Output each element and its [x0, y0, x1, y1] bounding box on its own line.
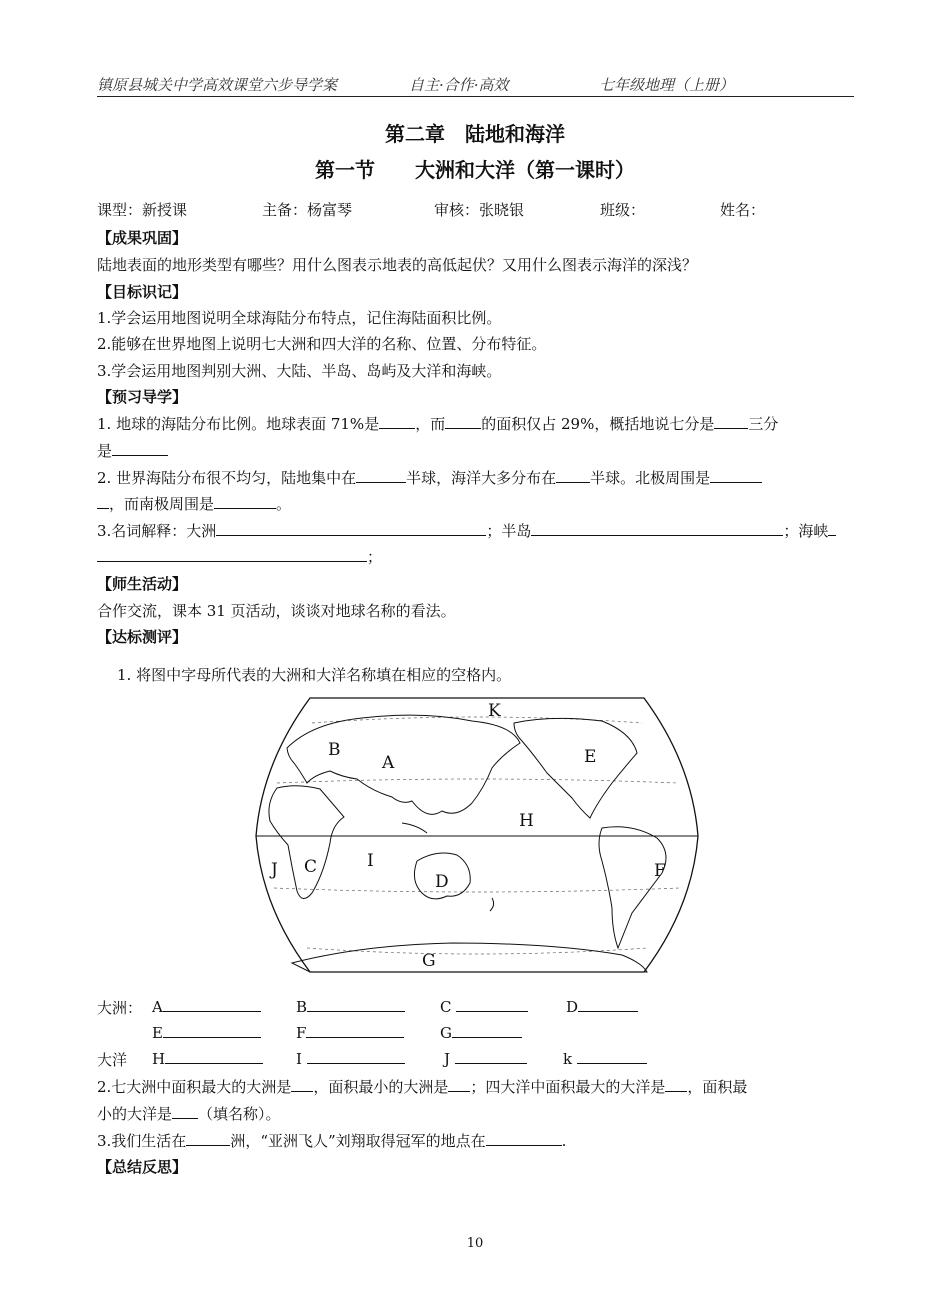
preview-q2: 2. 世界海陆分布很不均匀，陆地集中在 半球，海洋大多分布在 半球。北极周围是 — [97, 467, 762, 488]
oceans-label: 大洋 — [97, 1051, 128, 1069]
chapter-title: 第二章 陆地和海洋 — [385, 122, 565, 146]
map-label-k: K — [488, 701, 501, 721]
map-label-f: F — [654, 861, 666, 881]
review-heading: 【成果巩固】 — [97, 229, 188, 247]
preview-heading: 【预习导学】 — [97, 388, 188, 406]
review-text: 陆地表面的地形类型有哪些？用什么图表示地表的高低起伏？又用什么图表示海洋的深浅？ — [97, 256, 698, 274]
blank[interactable] — [710, 468, 762, 483]
test-q3: 3.我们生活在 洲，“亚洲飞人”刘翔取得冠军的地点在 . — [97, 1132, 567, 1150]
blank[interactable] — [486, 1131, 562, 1146]
world-map-drawing — [252, 693, 702, 978]
map-label-c: C — [304, 857, 318, 877]
blank[interactable] — [456, 997, 528, 1012]
activity-text: 合作交流，课本 31 页活动，谈谈对地球名称的看法。 — [97, 602, 456, 620]
author: 主备：杨富琴 — [262, 201, 353, 219]
blank[interactable] — [379, 414, 415, 429]
map-outline — [256, 698, 698, 972]
map-label-h: H — [519, 811, 534, 831]
summary-heading: 【总结反思】 — [97, 1158, 188, 1176]
blank[interactable] — [291, 1077, 313, 1092]
blank[interactable] — [448, 1077, 470, 1092]
preview-q2-cont: ，而南极周围是 。 — [97, 493, 291, 514]
blank[interactable] — [307, 1049, 405, 1064]
blank[interactable] — [445, 414, 481, 429]
header-course: 七年级地理（上册） — [599, 76, 735, 94]
answer-f: F — [296, 1023, 404, 1042]
goal-item: 2.能够在世界地图上说明七大洲和四大洋的名称、位置、分布特征。 — [97, 335, 547, 353]
activity-heading: 【师生活动】 — [97, 575, 188, 593]
continents-label: 大洲： — [97, 999, 143, 1017]
map-label-b: B — [328, 740, 341, 760]
lesson-type: 课型：新授课 — [97, 201, 188, 219]
blank[interactable] — [112, 441, 168, 456]
north-america-shape — [514, 718, 637, 818]
blank[interactable] — [186, 1131, 230, 1146]
blank[interactable] — [452, 1023, 522, 1038]
goals-heading: 【目标识记】 — [97, 283, 188, 301]
blank[interactable] — [665, 1077, 687, 1092]
blank[interactable] — [455, 1049, 527, 1064]
page-number: 10 — [466, 1236, 484, 1251]
answer-e: E — [152, 1023, 261, 1042]
preview-q3: 3.名词解释：大洲 ；半岛 ；海峡 — [97, 520, 836, 541]
answer-h: H — [152, 1049, 263, 1068]
answer-c: C — [440, 997, 528, 1016]
blank[interactable] — [163, 997, 261, 1012]
blank[interactable] — [97, 494, 109, 509]
goal-item: 3.学会运用地图判别大洲、大陆、半岛、岛屿及大洋和海峡。 — [97, 362, 502, 380]
answer-b: B — [296, 997, 405, 1016]
antarctica-shape — [292, 943, 647, 972]
blank[interactable] — [578, 997, 638, 1012]
africa-shape — [269, 786, 344, 899]
blank[interactable] — [165, 1049, 263, 1064]
info-row — [97, 199, 187, 220]
map-label-e: E — [584, 747, 597, 767]
section-title: 第一节 大洲和大洋（第一课时） — [315, 158, 635, 182]
test-q1: 1. 将图中字母所代表的大洲和大洋名称填在相应的空格内。 — [117, 666, 512, 684]
header-school: 镇原县城关中学高效课堂六步导学案 — [97, 76, 338, 94]
test-q2: 2.七大洲中面积最大的大洲是 ，面积最小的大洲是 ；四大洋中面积最大的大洋是 ，面积最 — [97, 1078, 748, 1096]
blank[interactable] — [306, 1023, 404, 1038]
map-label-j: J — [271, 860, 278, 880]
blank[interactable] — [307, 997, 405, 1012]
blank[interactable] — [556, 468, 590, 483]
blank[interactable] — [356, 468, 406, 483]
name-field: 姓名： — [720, 201, 766, 219]
page-header — [97, 74, 854, 97]
map-label-a: A — [382, 753, 395, 773]
class-field: 班级： — [600, 201, 646, 219]
blank[interactable] — [531, 521, 783, 536]
answer-k: k — [563, 1049, 647, 1068]
answer-d: D — [566, 997, 638, 1016]
goal-item: 1.学会运用地图说明全球海陆分布特点，记住海陆面积比例。 — [97, 309, 502, 327]
blank[interactable] — [216, 521, 486, 536]
reviewer: 审核：张晓银 — [434, 201, 525, 219]
preview-q3-cont: ； — [97, 546, 382, 567]
map-label-i: I — [367, 851, 374, 871]
preview-q1-cont: 是 — [97, 440, 168, 461]
answer-j: J — [444, 1049, 527, 1068]
map-label-g: G — [422, 951, 436, 971]
test-q2-cont: 小的大洋是 （填名称）。 — [97, 1105, 281, 1123]
answer-i: I — [296, 1049, 405, 1068]
header-motto: 自主·合作·高效 — [409, 76, 509, 94]
eurasia-shape — [287, 715, 520, 814]
answer-a: A — [152, 997, 261, 1016]
blank[interactable] — [214, 494, 276, 509]
world-map — [252, 693, 702, 978]
blank[interactable] — [163, 1023, 261, 1038]
blank[interactable] — [172, 1104, 198, 1119]
blank[interactable] — [97, 547, 367, 562]
test-heading: 【达标测评】 — [97, 628, 188, 646]
answer-g: G — [440, 1023, 522, 1042]
map-label-d: D — [435, 872, 449, 892]
blank[interactable] — [828, 521, 836, 536]
blank[interactable] — [714, 414, 748, 429]
blank[interactable] — [577, 1049, 647, 1064]
south-america-shape — [599, 827, 666, 948]
preview-q1: 1. 地球的海陆分布比例。地球表面 71%是 ，而 的面积仅占 29%，概括地说七分是 三分 — [97, 415, 779, 433]
